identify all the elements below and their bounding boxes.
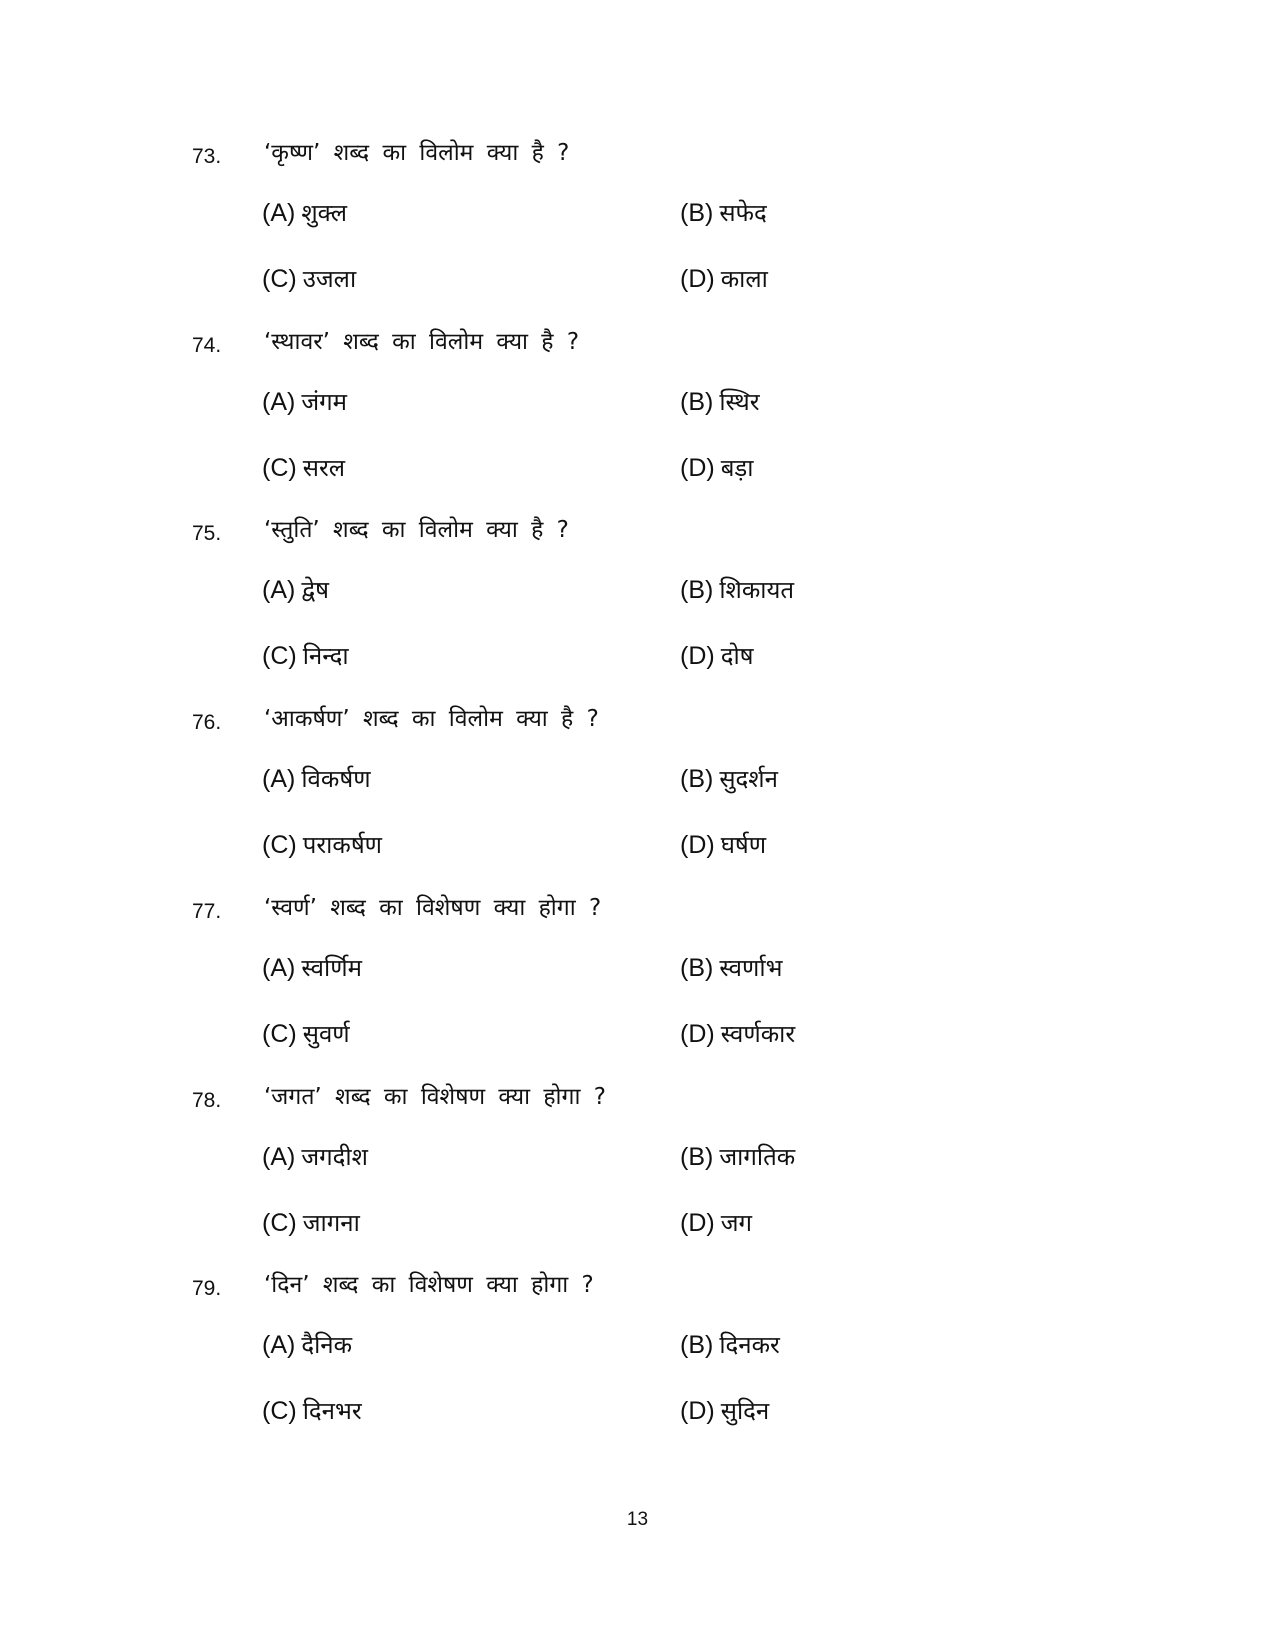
- option-b: [680, 952, 782, 984]
- option-c: [262, 640, 349, 672]
- option-c: [262, 1207, 360, 1239]
- question-number: 73.: [192, 145, 222, 168]
- option-letter: (A): [262, 1143, 296, 1171]
- option-text: स्वर्णकार: [720, 1020, 796, 1048]
- option-d: [680, 1018, 795, 1050]
- option-letter: (B): [680, 576, 714, 604]
- option-text: सफेद: [719, 199, 767, 227]
- option-d: [680, 1395, 769, 1427]
- question-75: [0, 515, 1275, 705]
- option-letter: (B): [680, 388, 714, 416]
- option-letter: (A): [262, 1331, 296, 1359]
- option-text: सुवर्ण: [302, 1020, 350, 1048]
- option-text: दिनकर: [719, 1331, 780, 1359]
- option-text: घर्षण: [720, 831, 767, 859]
- option-letter: (A): [262, 954, 296, 982]
- option-letter: (D): [680, 1397, 715, 1425]
- option-text: द्वेष: [301, 576, 330, 604]
- option-text: सुदर्शन: [719, 765, 778, 793]
- option-b: [680, 1141, 795, 1173]
- option-letter: (B): [680, 1143, 714, 1171]
- option-a: [262, 574, 329, 606]
- question-77: [0, 893, 1275, 1083]
- option-letter: (D): [680, 265, 715, 293]
- option-a: [262, 763, 371, 795]
- option-d: [680, 829, 766, 861]
- option-letter: (B): [680, 1331, 714, 1359]
- option-letter: (C): [262, 454, 297, 482]
- option-d: [680, 263, 768, 295]
- option-text: जंगम: [301, 388, 347, 416]
- option-letter: (D): [680, 1020, 715, 1048]
- option-letter: (C): [262, 642, 297, 670]
- question-76: [0, 704, 1275, 894]
- option-text: बड़ा: [720, 454, 754, 482]
- option-a: [262, 1329, 352, 1361]
- option-text: स्थिर: [719, 388, 760, 416]
- option-c: [262, 829, 382, 861]
- option-c: [262, 1018, 350, 1050]
- option-b: [680, 574, 794, 606]
- option-a: [262, 386, 347, 418]
- option-text: सुदिन: [720, 1397, 770, 1425]
- option-b: [680, 1329, 780, 1361]
- option-letter: (B): [680, 199, 714, 227]
- option-text: स्वर्णाभ: [719, 954, 783, 982]
- option-d: [680, 1207, 752, 1239]
- option-letter: (D): [680, 831, 715, 859]
- option-d: [680, 640, 754, 672]
- question-number: 74.: [192, 334, 222, 357]
- option-b: [680, 386, 760, 418]
- option-text: विकर्षण: [301, 765, 371, 793]
- option-letter: (D): [680, 642, 715, 670]
- option-c: [262, 452, 345, 484]
- option-text: दैनिक: [301, 1331, 353, 1359]
- option-text: सरल: [302, 454, 346, 482]
- question-text: ‘स्थावर’ शब्द का विलोम क्या है ?: [264, 329, 580, 355]
- question-number: 75.: [192, 522, 222, 545]
- page-number: 13: [626, 1509, 649, 1530]
- option-text: जग: [720, 1209, 753, 1237]
- option-letter: (B): [680, 954, 714, 982]
- option-letter: (C): [262, 831, 297, 859]
- option-text: दोष: [720, 642, 754, 670]
- option-text: निन्दा: [302, 642, 349, 670]
- question-number: 76.: [192, 711, 222, 734]
- question-number: 77.: [192, 900, 222, 923]
- option-letter: (D): [680, 1209, 715, 1237]
- option-text: जागतिक: [719, 1143, 796, 1171]
- option-letter: (A): [262, 388, 296, 416]
- option-text: शिकायत: [719, 576, 795, 604]
- option-letter: (C): [262, 1397, 297, 1425]
- question-text: ‘जगत’ शब्द का विशेषण क्या होगा ?: [264, 1084, 606, 1110]
- option-letter: (B): [680, 765, 714, 793]
- question-79: [0, 1270, 1275, 1460]
- question-number: 79.: [192, 1277, 222, 1300]
- option-text: पराकर्षण: [302, 831, 383, 859]
- option-letter: (C): [262, 1209, 297, 1237]
- option-b: [680, 763, 778, 795]
- question-78: [0, 1082, 1275, 1272]
- option-c: [262, 263, 356, 295]
- option-a: [262, 197, 347, 229]
- question-text: ‘दिन’ शब्द का विशेषण क्या होगा ?: [264, 1272, 594, 1298]
- option-letter: (C): [262, 1020, 297, 1048]
- option-text: जगदीश: [301, 1143, 368, 1171]
- option-text: स्वर्णिम: [301, 954, 362, 982]
- option-letter: (D): [680, 454, 715, 482]
- option-text: जागना: [302, 1209, 360, 1237]
- option-text: शुक्ल: [301, 199, 347, 227]
- question-text: ‘स्वर्ण’ शब्द का विशेषण क्या होगा ?: [264, 895, 602, 921]
- option-text: दिनभर: [302, 1397, 362, 1425]
- option-d: [680, 452, 753, 484]
- question-73: [0, 138, 1275, 328]
- option-letter: (C): [262, 265, 297, 293]
- question-text: ‘स्तुति’ शब्द का विलोम क्या है ?: [264, 517, 569, 543]
- option-b: [680, 197, 767, 229]
- option-a: [262, 1141, 368, 1173]
- option-letter: (A): [262, 576, 296, 604]
- option-letter: (A): [262, 199, 296, 227]
- question-text: ‘आकर्षण’ शब्द का विलोम क्या है ?: [264, 706, 599, 732]
- question-74: [0, 327, 1275, 517]
- option-text: काला: [720, 265, 768, 293]
- option-letter: (A): [262, 765, 296, 793]
- option-a: [262, 952, 362, 984]
- option-text: उजला: [302, 265, 357, 293]
- question-number: 78.: [192, 1089, 222, 1112]
- option-c: [262, 1395, 362, 1427]
- question-text: ‘कृष्ण’ शब्द का विलोम क्या है ?: [264, 140, 570, 166]
